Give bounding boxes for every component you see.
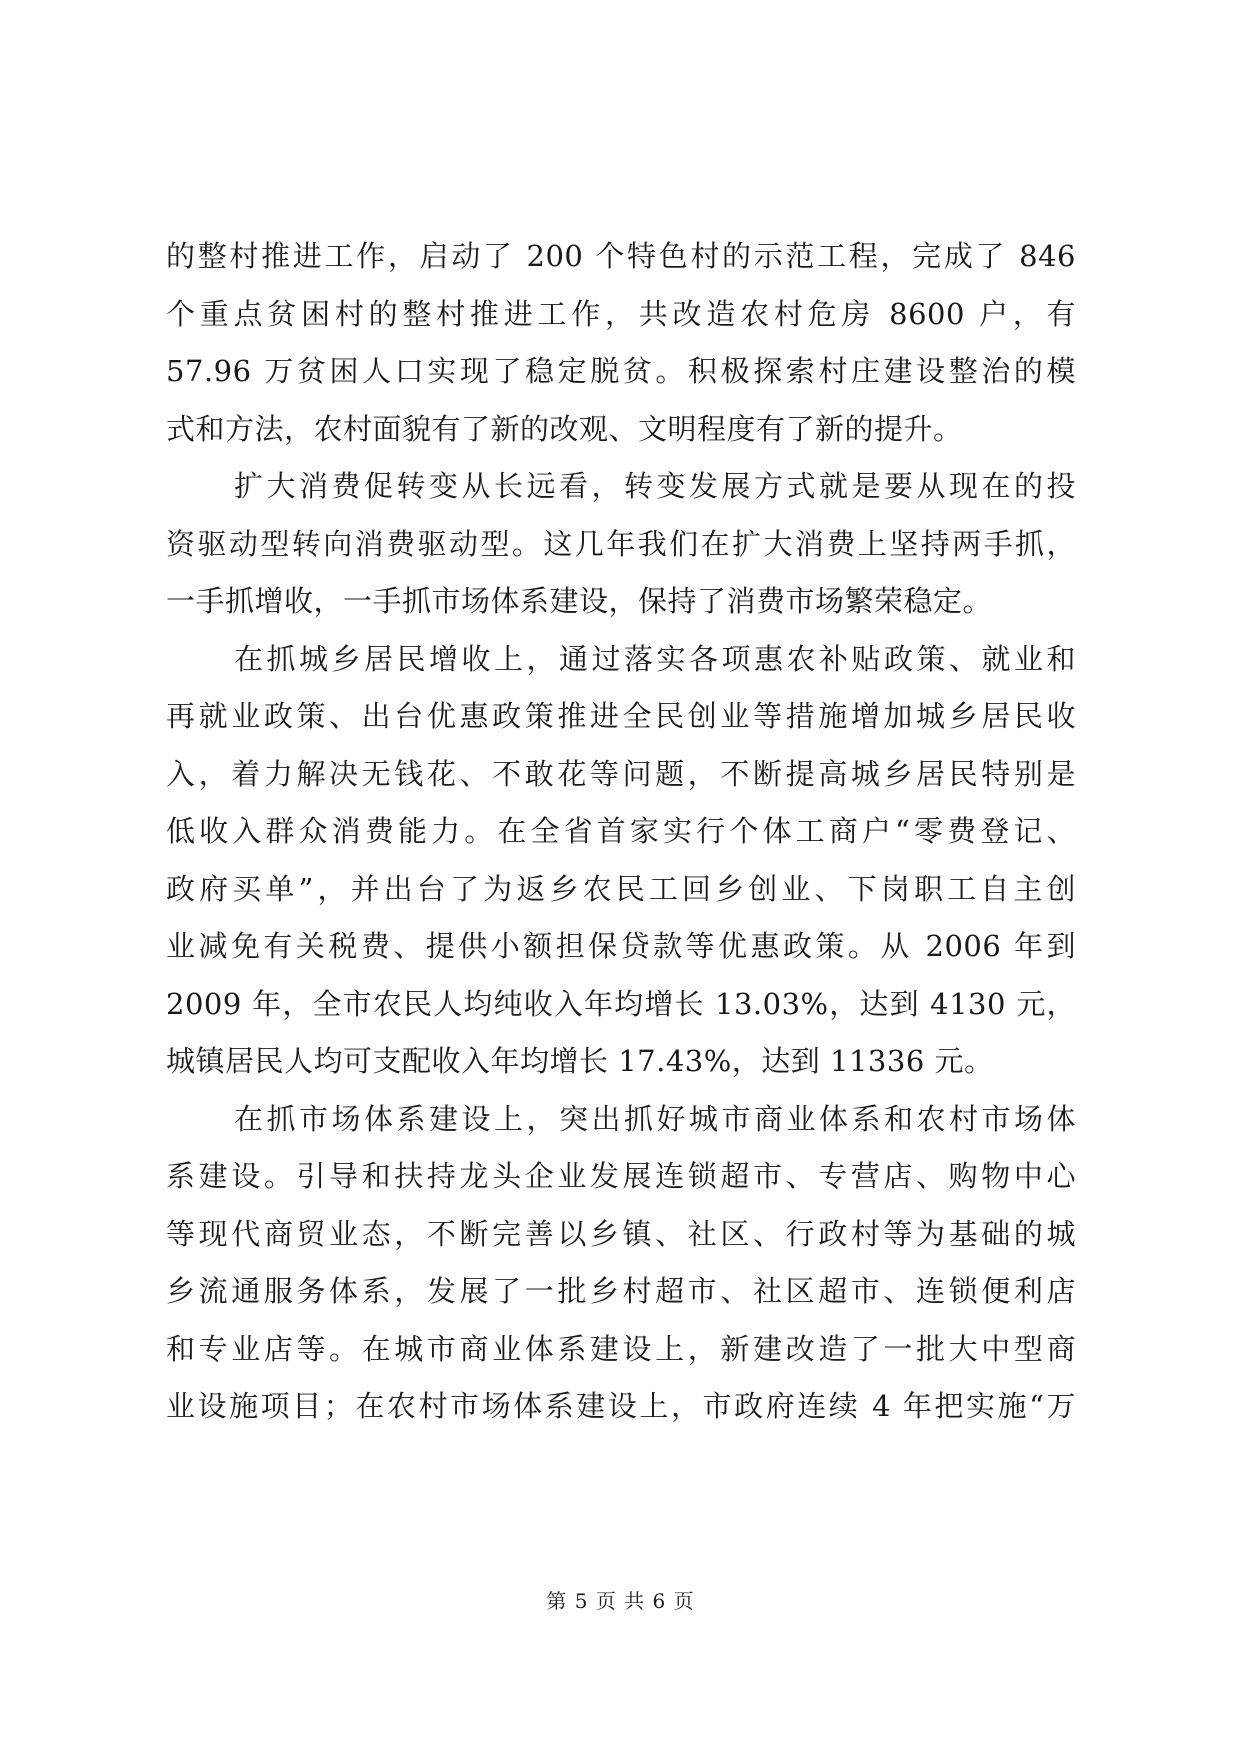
text-line: 在抓市场体系建设上，突出抓好城市商业体系和农村市场体 xyxy=(234,1101,1076,1136)
paragraph-2 xyxy=(166,458,1076,631)
text-line: 在抓城乡居民增收上，通过落实各项惠农补贴政策、就业和 xyxy=(234,641,1076,676)
paragraph-3 xyxy=(166,631,1076,1091)
text-line: 和专业店等。在城市商业体系建设上，新建改造了一批大中型商 xyxy=(166,1331,1076,1366)
paragraph-4 xyxy=(166,1091,1076,1436)
text-line: 等现代商贸业态，不断完善以乡镇、社区、行政村等为基础的城 xyxy=(166,1216,1076,1251)
text-line: 的整村推进工作，启动了 200 个特色村的示范工程，完成了 846 xyxy=(166,239,1076,273)
text-line: 式和方法，农村面貌有了新的改观、文明程度有了新的提升。 xyxy=(166,411,963,446)
text-line: 系建设。引导和扶持龙头企业发展连锁超市、专营店、购物中心 xyxy=(166,1159,1076,1193)
text-line: 政府买单”，并出台了为返乡农民工回乡创业、下岗职工自主创 xyxy=(166,871,1076,906)
page-number-footer: 第 5 页 共 6 页 xyxy=(546,1589,695,1613)
paragraph-1 xyxy=(166,228,1076,458)
text-line: 一手抓增收，一手抓市场体系建设，保持了消费市场繁荣稳定。 xyxy=(166,584,993,618)
text-line: 资驱动型转向消费驱动型。这几年我们在扩大消费上坚持两手抓， xyxy=(166,526,1076,561)
text-line: 扩大消费促转变从长远看，转变发展方式就是要从现在的投 xyxy=(234,469,1076,503)
text-line: 业减免有关税费、提供小额担保贷款等优惠政策。从 2006 年到 xyxy=(166,929,1076,963)
text-line: 57.96 万贫困人口实现了稳定脱贫。积极探索村庄建设整治的模 xyxy=(166,354,1076,388)
body-text xyxy=(166,228,1076,1436)
text-line: 低收入群众消费能力。在全省首家实行个体工商户“零费登记、 xyxy=(166,814,1076,848)
text-line: 个重点贫困村的整村推进工作，共改造农村危房 8600 户，有 xyxy=(166,296,1076,331)
text-line: 业设施项目；在农村市场体系建设上，市政府连续 4 年把实施“万 xyxy=(166,1389,1076,1423)
text-line: 入，着力解决无钱花、不敢花等问题，不断提高城乡居民特别是 xyxy=(166,756,1076,791)
text-line: 乡流通服务体系，发展了一批乡村超市、社区超市、连锁便利店 xyxy=(166,1274,1076,1308)
text-line: 2009 年，全市农民人均纯收入年均增长 13.03%，达到 4130 元， xyxy=(166,986,1076,1021)
text-line: 城镇居民人均可支配收入年均增长 17.43%，达到 11336 元。 xyxy=(166,1044,994,1078)
text-line: 再就业政策、出台优惠政策推进全民创业等措施增加城乡居民收 xyxy=(166,699,1076,733)
